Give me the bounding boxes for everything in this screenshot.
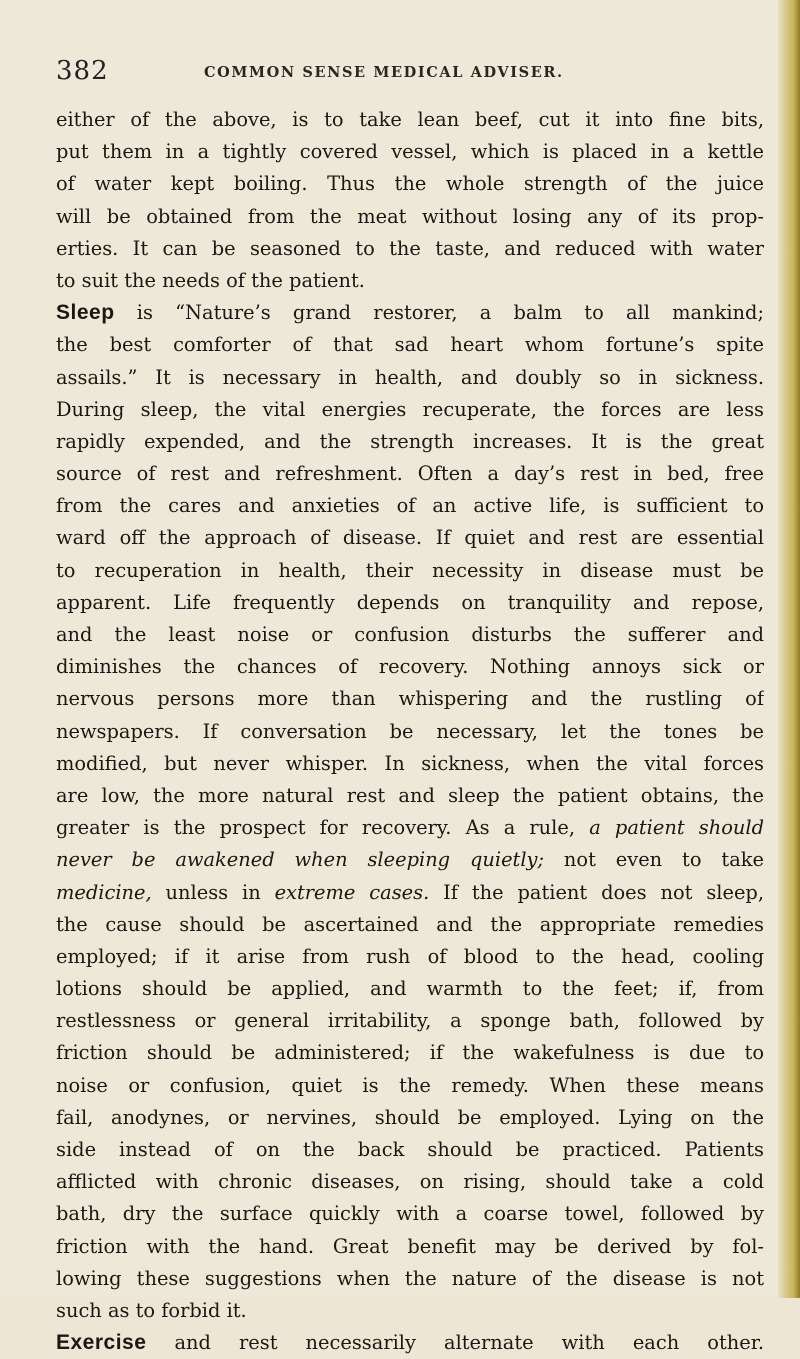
body-text bbox=[56, 104, 764, 1359]
text-line bbox=[56, 265, 764, 297]
text-line bbox=[56, 587, 764, 619]
italic-text: never be awakened when sleeping quietly; bbox=[56, 848, 545, 872]
text: will be obtained from the meat without losing any of its prop- bbox=[56, 204, 764, 228]
italic-text: extreme cases. bbox=[274, 880, 430, 904]
text: restlessness or general irritability, a sponge bath, followed by bbox=[56, 1009, 764, 1033]
text-line bbox=[56, 619, 764, 651]
text: friction should be administered; if the wakefulness is due to bbox=[56, 1041, 764, 1065]
text-line bbox=[56, 1263, 764, 1295]
text-line bbox=[56, 651, 764, 683]
text: friction with the hand. Great benefit may be derived by fol- bbox=[56, 1234, 764, 1258]
text: side instead of on the back should be practiced. Patients bbox=[56, 1138, 764, 1161]
text-line bbox=[56, 748, 764, 780]
italic-text: medicine, bbox=[56, 880, 152, 904]
text-line bbox=[56, 812, 764, 844]
text-line bbox=[56, 394, 764, 426]
text-line bbox=[56, 844, 764, 876]
text-line bbox=[56, 941, 764, 973]
text: to recuperation in health, their necessity in disease must be bbox=[56, 558, 764, 582]
text-line bbox=[56, 329, 764, 361]
text-line bbox=[56, 1037, 764, 1069]
keyword: Sleep bbox=[56, 301, 115, 325]
page-edge bbox=[778, 0, 800, 1298]
text-line bbox=[56, 297, 764, 329]
text-line bbox=[56, 104, 764, 136]
text: modified, but never whisper. In sickness, when the vital forces bbox=[56, 751, 764, 775]
text-line bbox=[56, 1166, 764, 1198]
text: unless in bbox=[151, 880, 275, 904]
text-line bbox=[56, 1295, 764, 1327]
text: newspapers. If conversation be necessary, let the tones be bbox=[56, 719, 764, 743]
text-line bbox=[56, 490, 764, 522]
text: either of the above, is to take lean beef, cut it into fine bits, bbox=[56, 108, 764, 131]
text-line bbox=[56, 780, 764, 812]
text: nervous persons more than whispering and the rustling of bbox=[56, 687, 764, 711]
text: is “Nature’s grand restorer, a balm to all mankind; bbox=[114, 301, 764, 325]
page-number: 382 bbox=[56, 56, 109, 86]
text-line bbox=[56, 1327, 764, 1359]
text: diminishes the chances of recovery. Nothing annoys sick or bbox=[56, 655, 764, 679]
text: lowing these suggestions when the nature of the disease is not bbox=[56, 1266, 764, 1290]
text-line bbox=[56, 136, 764, 168]
running-head: COMMON SENSE MEDICAL ADVISER. bbox=[204, 64, 564, 81]
text-line bbox=[56, 555, 764, 587]
text-line bbox=[56, 522, 764, 554]
keyword: Exercise bbox=[56, 1331, 147, 1355]
text: During sleep, the vital energies recuperate, the forces are less bbox=[56, 397, 764, 421]
text-line bbox=[56, 683, 764, 715]
text: not even to take bbox=[544, 848, 764, 872]
text: and rest necessarily alternate with each other. bbox=[146, 1331, 764, 1355]
text: employed; if it arise from rush of blood to the head, cooling bbox=[56, 944, 764, 968]
text: bath, dry the surface quickly with a coarse towel, followed by bbox=[56, 1202, 764, 1226]
text-line bbox=[56, 426, 764, 458]
text: afflicted with chronic diseases, on rising, should take a cold bbox=[56, 1170, 764, 1194]
text: greater is the prospect for recovery. As a rule, bbox=[56, 816, 590, 840]
text: source of rest and refreshment. Often a day’s rest in bed, free bbox=[56, 462, 764, 486]
text: such as to forbid it. bbox=[56, 1298, 247, 1322]
text-line bbox=[56, 233, 764, 265]
text-line bbox=[56, 362, 764, 394]
text: assails.” It is necessary in health, and doubly so in sickness. bbox=[56, 365, 764, 389]
text: lotions should be applied, and warmth to the feet; if, from bbox=[56, 977, 764, 1001]
text: the best comforter of that sad heart whom fortune’s spite bbox=[56, 333, 764, 357]
text: noise or confusion, quiet is the remedy. When these means bbox=[56, 1073, 764, 1097]
text: put them in a tightly covered vessel, which is placed in a kettle bbox=[56, 140, 764, 164]
text: If the patient does not sleep, bbox=[429, 880, 764, 904]
text: erties. It can be seasoned to the taste, and reduced with water bbox=[56, 236, 764, 260]
text-line bbox=[56, 1198, 764, 1230]
text: apparent. Life frequently depends on tranquility and repose, bbox=[56, 590, 764, 614]
text: rapidly expended, and the strength increases. It is the great bbox=[56, 429, 764, 453]
text-line bbox=[56, 201, 764, 233]
text-line bbox=[56, 1070, 764, 1102]
text: from the cares and anxieties of an active life, is sufficient to bbox=[56, 494, 764, 518]
text: of water kept boiling. Thus the whole strength of the juice bbox=[56, 172, 764, 196]
page-header bbox=[56, 56, 746, 96]
italic-text: a patient should bbox=[589, 816, 764, 840]
text: the cause should be ascertained and the appropriate remedies bbox=[56, 912, 764, 936]
text: ward off the approach of disease. If quiet and rest are essential bbox=[56, 526, 764, 550]
text: to suit the needs of the patient. bbox=[56, 268, 365, 292]
text-line bbox=[56, 1134, 764, 1166]
text-line bbox=[56, 168, 764, 200]
text-line bbox=[56, 909, 764, 941]
text-line bbox=[56, 1231, 764, 1263]
text: and the least noise or confusion disturbs the sufferer and bbox=[56, 623, 764, 646]
text-line bbox=[56, 877, 764, 909]
text-line bbox=[56, 973, 764, 1005]
text-line bbox=[56, 458, 764, 490]
text: are low, the more natural rest and sleep the patient obtains, the bbox=[56, 783, 764, 807]
text-line bbox=[56, 1102, 764, 1134]
text-line bbox=[56, 716, 764, 748]
text-line bbox=[56, 1005, 764, 1037]
text: fail, anodynes, or nervines, should be employed. Lying on the bbox=[56, 1105, 764, 1129]
